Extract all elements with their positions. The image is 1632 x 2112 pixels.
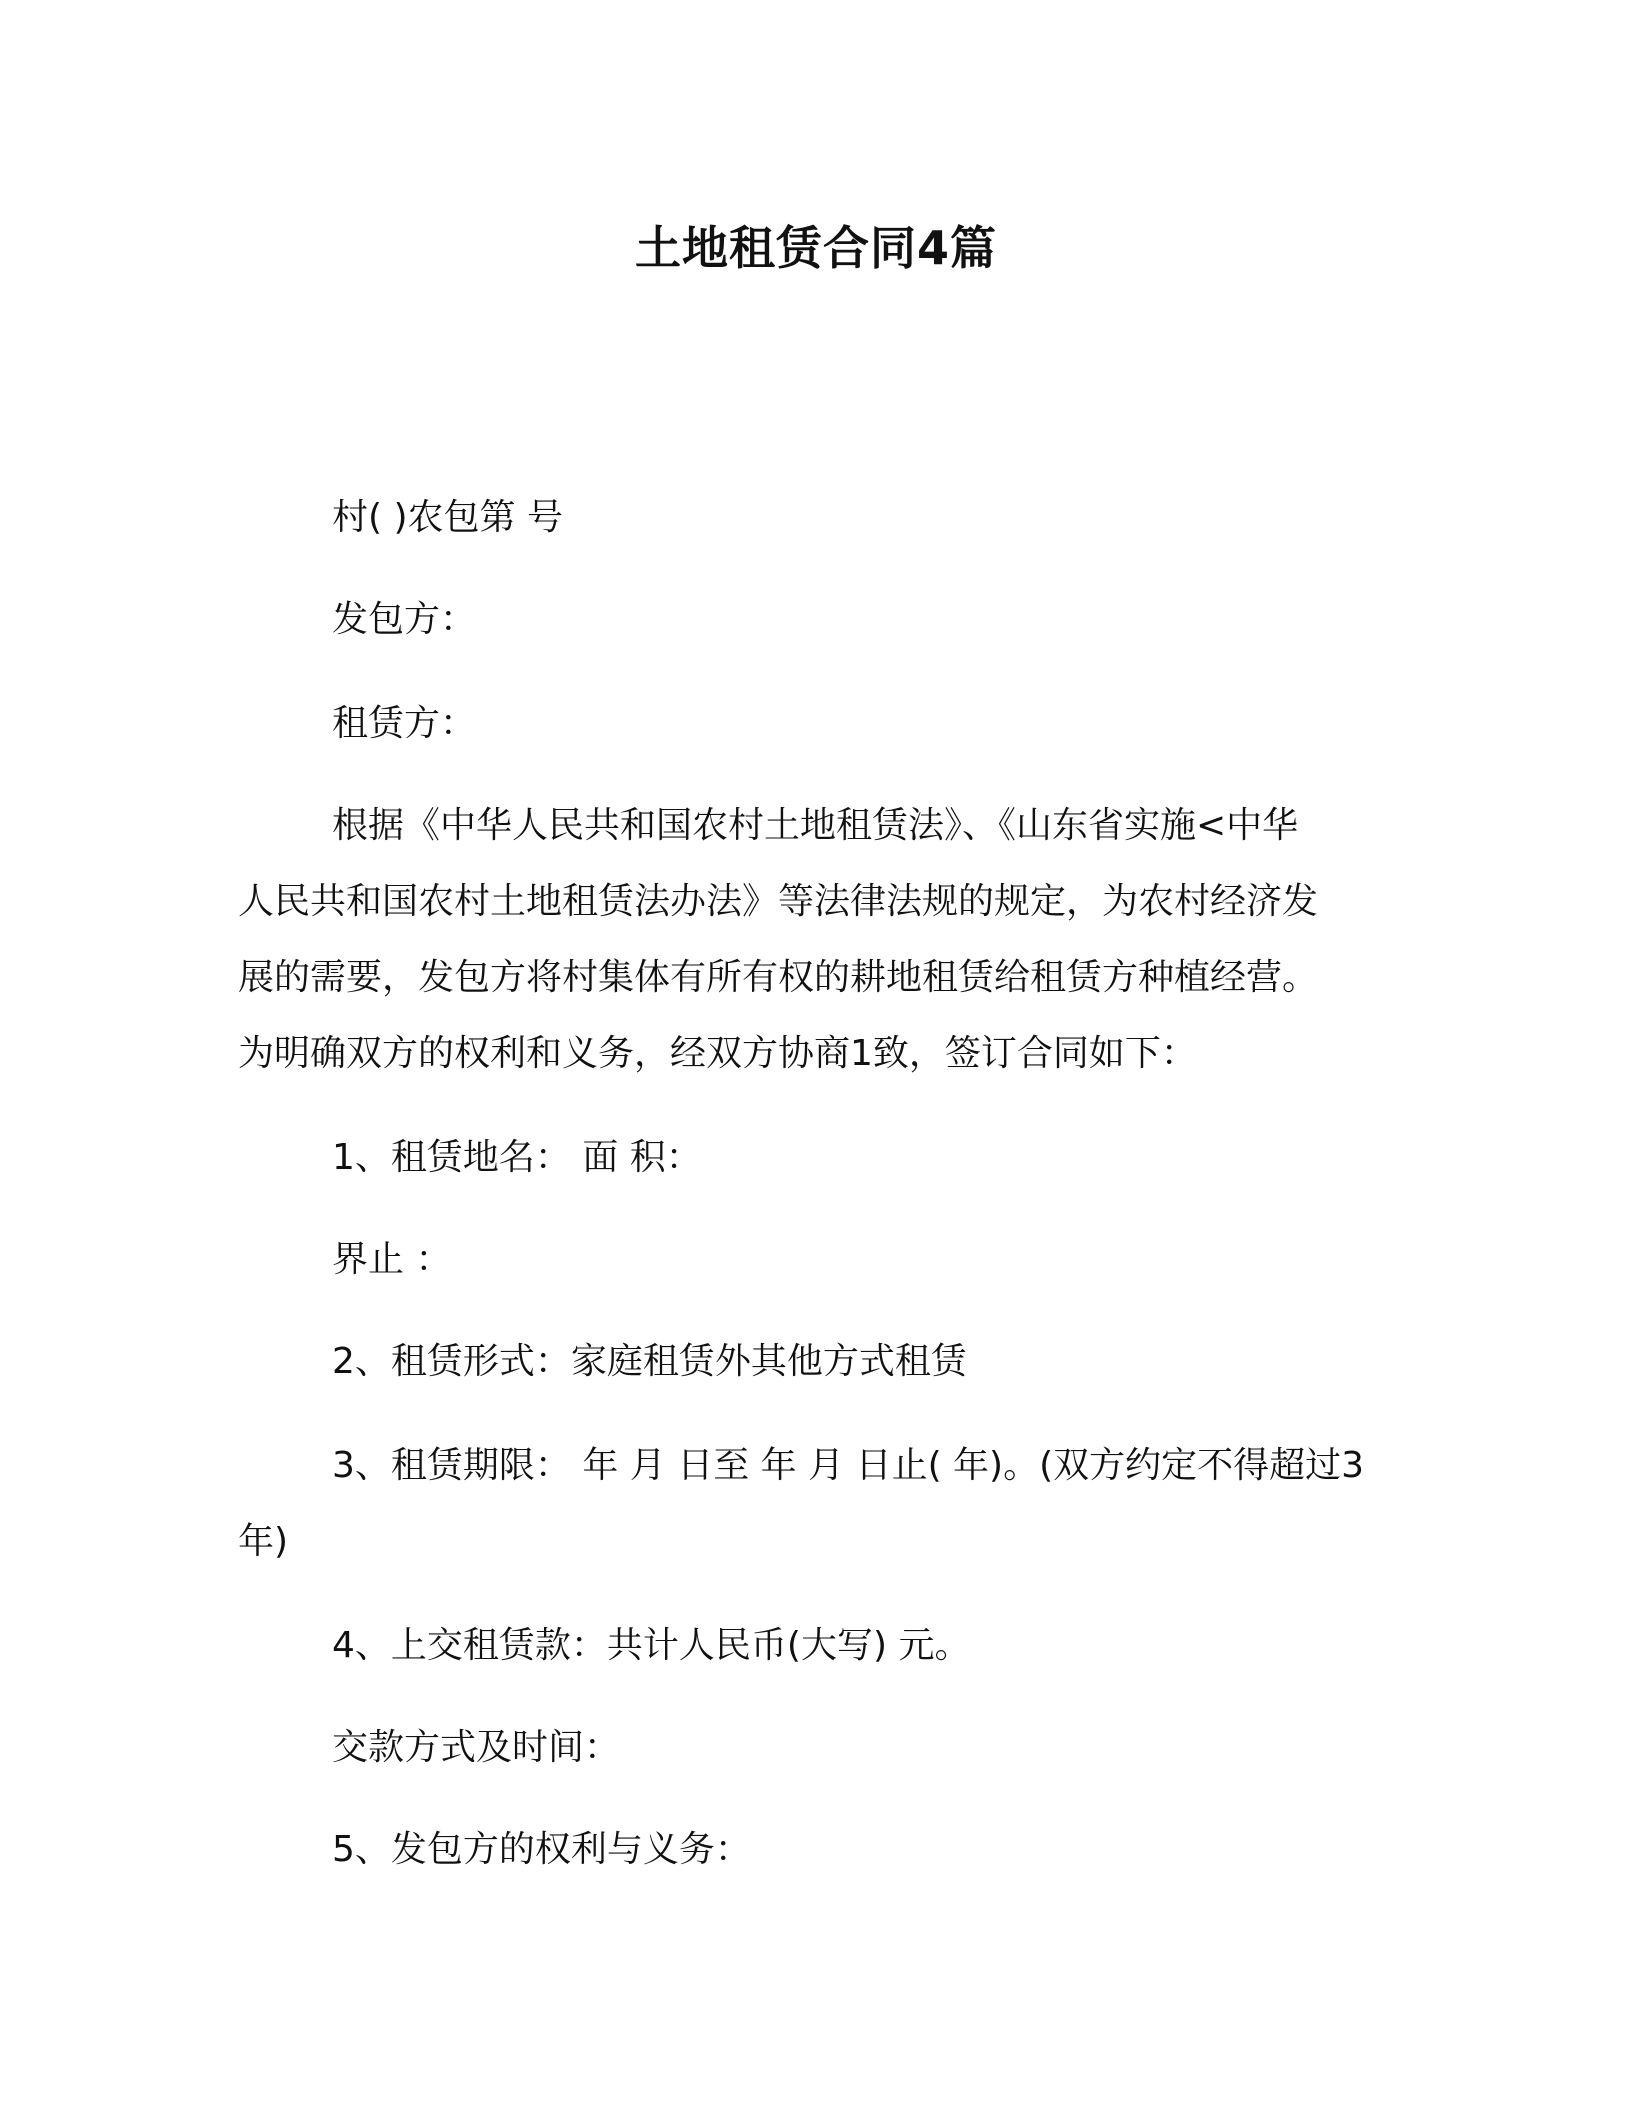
clause-4-line: 4、上交租赁款：共计人民币(大写) 元。 xyxy=(332,1625,971,1666)
clause-1-line: 1、租赁地名： 面 积： xyxy=(332,1137,702,1178)
clause-3-continuation: 年) xyxy=(238,1521,289,1562)
document-title: 土地租赁合同4篇 xyxy=(634,221,997,275)
contract-number-line: 村( )农包第 号 xyxy=(332,497,563,538)
preamble-line-3: 展的需要，发包方将村集体有所有权的耕地租赁给租赁方种植经营。 xyxy=(238,957,1319,998)
clause-3-line: 3、租赁期限： 年 月 日至 年 月 日止( 年)。(双方约定不得超过3 xyxy=(332,1445,1365,1486)
lessee-line: 租赁方： xyxy=(332,703,477,744)
boundary-line: 界止 ： xyxy=(332,1239,452,1280)
clause-2-line: 2、租赁形式：家庭租赁外其他方式租赁 xyxy=(332,1341,967,1382)
contracting-party-line: 发包方： xyxy=(332,599,477,640)
preamble-line-2: 人民共和国农村土地租赁法办法》等法律法规的规定，为农村经济发 xyxy=(238,881,1319,922)
preamble-line-1: 根据《中华人民共和国农村土地租赁法》、《山东省实施<中华 xyxy=(332,805,1299,846)
preamble-line-4: 为明确双方的权利和义务，经双方协商1致，签订合同如下： xyxy=(238,1033,1197,1074)
clause-5-line: 5、发包方的权利与义务： xyxy=(332,1829,751,1870)
payment-method-line: 交款方式及时间： xyxy=(332,1727,621,1768)
